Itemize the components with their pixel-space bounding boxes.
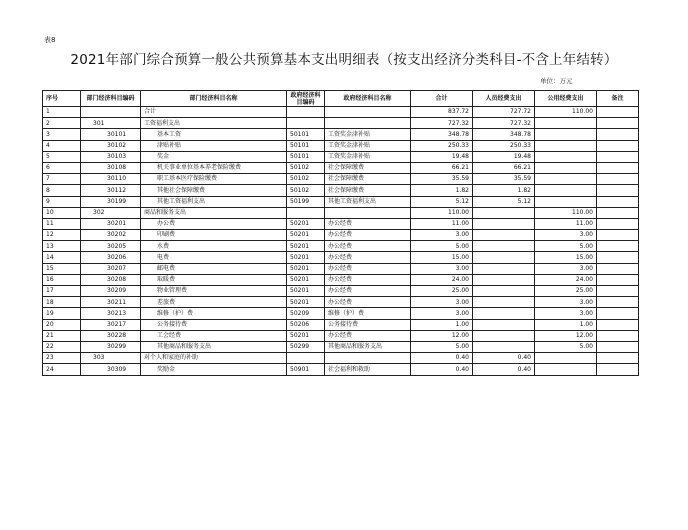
gov-name-cell: 其他商品和服务支出: [325, 341, 411, 352]
table-row: [43, 218, 639, 229]
gov-code-cell: 50901: [287, 364, 325, 375]
table-row: [43, 118, 639, 129]
personnel-cell: [473, 252, 535, 263]
dept-name-cell: 其他社会保障缴费: [141, 185, 287, 196]
personnel-cell: 250.33: [473, 140, 535, 151]
dept-code-cell: 30228: [81, 330, 141, 341]
gov-name-cell: 办公经费: [325, 274, 411, 285]
dept-code-cell: 30205: [81, 241, 141, 252]
dept-code-cell: 30211: [81, 297, 141, 308]
table-row: [43, 341, 639, 352]
gov-name-cell: 公务接待费: [325, 319, 411, 330]
dept-code-cell: 30299: [81, 341, 141, 352]
budget-detail-table: [42, 90, 639, 376]
gov-name-cell: 其他工资福利支出: [325, 196, 411, 207]
dept-name-cell: 邮电费: [141, 263, 287, 274]
dept-name-cell: 商品和服务支出: [141, 207, 287, 218]
remark-cell: [597, 129, 639, 140]
public-cell: [535, 353, 597, 364]
total-cell: 5.12: [411, 196, 473, 207]
public-cell: [535, 118, 597, 129]
public-cell: 3.00: [535, 297, 597, 308]
row-no: 16: [43, 274, 81, 285]
table-row: [43, 286, 639, 297]
remark-cell: [597, 107, 639, 118]
gov-name-cell: 办公经费: [325, 286, 411, 297]
personnel-cell: [473, 241, 535, 252]
total-cell: 19.48: [411, 151, 473, 162]
total-cell: 3.00: [411, 263, 473, 274]
row-no: 20: [43, 319, 81, 330]
remark-cell: [597, 174, 639, 185]
dept-code-cell: 30206: [81, 252, 141, 263]
col-header-dept-name: 部门经济科目名称: [141, 91, 287, 107]
table-row: [43, 151, 639, 162]
public-cell: 15.00: [535, 252, 597, 263]
total-cell: 25.00: [411, 286, 473, 297]
dept-code-cell: [81, 107, 141, 118]
remark-cell: [597, 218, 639, 229]
col-header-total: 合计: [411, 91, 473, 107]
total-cell: 24.00: [411, 274, 473, 285]
personnel-cell: [473, 286, 535, 297]
personnel-cell: [473, 207, 535, 218]
public-cell: [535, 185, 597, 196]
gov-name-cell: 办公经费: [325, 297, 411, 308]
gov-code-cell: [287, 207, 325, 218]
total-cell: 348.78: [411, 129, 473, 140]
gov-name-cell: 工资奖金津补贴: [325, 151, 411, 162]
remark-cell: [597, 286, 639, 297]
public-cell: 5.00: [535, 241, 597, 252]
remark-cell: [597, 364, 639, 375]
dept-name-cell: 其他商品和服务支出: [141, 341, 287, 352]
dept-name-cell: 工资福利支出: [141, 118, 287, 129]
gov-code-cell: 50206: [287, 319, 325, 330]
gov-code-cell: [287, 353, 325, 364]
remark-cell: [597, 353, 639, 364]
table-row: [43, 230, 639, 241]
gov-code-cell: 50201: [287, 286, 325, 297]
table-tag: 表8: [44, 36, 56, 44]
dept-name-cell: 其他工资福利支出: [141, 196, 287, 207]
remark-cell: [597, 151, 639, 162]
dept-code-cell: 30217: [81, 319, 141, 330]
row-no: 21: [43, 330, 81, 341]
dept-name-cell: 办公费: [141, 218, 287, 229]
table-row: [43, 297, 639, 308]
personnel-cell: [473, 230, 535, 241]
total-cell: 1.00: [411, 319, 473, 330]
dept-code-cell: 30208: [81, 274, 141, 285]
personnel-cell: 727.32: [473, 118, 535, 129]
public-cell: 11.00: [535, 218, 597, 229]
remark-cell: [597, 241, 639, 252]
table-row: [43, 263, 639, 274]
row-no: 18: [43, 297, 81, 308]
total-cell: 727.32: [411, 118, 473, 129]
total-cell: 110.00: [411, 207, 473, 218]
total-cell: 250.33: [411, 140, 473, 151]
total-cell: 0.40: [411, 364, 473, 375]
dept-name-cell: 印刷费: [141, 230, 287, 241]
row-no: 12: [43, 230, 81, 241]
gov-code-cell: [287, 107, 325, 118]
gov-code-cell: 50102: [287, 162, 325, 173]
public-cell: 24.00: [535, 274, 597, 285]
row-no: 4: [43, 140, 81, 151]
col-header-public: 公用经费支出: [535, 91, 597, 107]
unit-label: 单位：万元: [540, 77, 573, 85]
public-cell: 3.00: [535, 263, 597, 274]
total-cell: 3.00: [411, 308, 473, 319]
public-cell: 1.00: [535, 319, 597, 330]
public-cell: 12.00: [535, 330, 597, 341]
dept-name-cell: 物业管理费: [141, 286, 287, 297]
row-no: 7: [43, 174, 81, 185]
public-cell: 110.00: [535, 107, 597, 118]
gov-code-cell: 50299: [287, 341, 325, 352]
public-cell: [535, 196, 597, 207]
personnel-cell: 0.40: [473, 364, 535, 375]
remark-cell: [597, 230, 639, 241]
personnel-cell: 727.72: [473, 107, 535, 118]
personnel-cell: 348.78: [473, 129, 535, 140]
remark-cell: [597, 308, 639, 319]
row-no: 11: [43, 218, 81, 229]
remark-cell: [597, 341, 639, 352]
table-row: [43, 252, 639, 263]
total-cell: 5.00: [411, 341, 473, 352]
row-no: 17: [43, 286, 81, 297]
gov-code-cell: 50201: [287, 297, 325, 308]
table-row: [43, 330, 639, 341]
row-no: 3: [43, 129, 81, 140]
gov-code-cell: 50199: [287, 196, 325, 207]
personnel-cell: 5.12: [473, 196, 535, 207]
dept-name-cell: 维修（护）费: [141, 308, 287, 319]
gov-name-cell: [325, 107, 411, 118]
personnel-cell: [473, 274, 535, 285]
gov-name-cell: 办公经费: [325, 218, 411, 229]
row-no: 9: [43, 196, 81, 207]
public-cell: 25.00: [535, 286, 597, 297]
row-no: 14: [43, 252, 81, 263]
table-row: [43, 364, 639, 375]
public-cell: [535, 174, 597, 185]
public-cell: 5.00: [535, 341, 597, 352]
gov-code-cell: 50201: [287, 230, 325, 241]
public-cell: 3.00: [535, 230, 597, 241]
dept-code-cell: 30202: [81, 230, 141, 241]
col-header-no: 序号: [43, 91, 81, 107]
gov-code-cell: 50209: [287, 308, 325, 319]
gov-code-cell: 50201: [287, 252, 325, 263]
public-cell: 3.00: [535, 308, 597, 319]
dept-name-cell: 差旅费: [141, 297, 287, 308]
gov-name-cell: 工资奖金津补贴: [325, 140, 411, 151]
table-row: [43, 162, 639, 173]
gov-code-cell: 50201: [287, 274, 325, 285]
dept-name-cell: 水费: [141, 241, 287, 252]
remark-cell: [597, 274, 639, 285]
gov-name-cell: [325, 207, 411, 218]
row-no: 19: [43, 308, 81, 319]
personnel-cell: [473, 308, 535, 319]
row-no: 15: [43, 263, 81, 274]
dept-code-cell: 30110: [81, 174, 141, 185]
dept-code-cell: 30209: [81, 286, 141, 297]
col-header-dept-code: 部门经济科目编码: [81, 91, 141, 107]
row-no: 6: [43, 162, 81, 173]
gov-code-cell: 50201: [287, 263, 325, 274]
gov-name-cell: 办公经费: [325, 263, 411, 274]
table-row: [43, 185, 639, 196]
dept-name-cell: 奖励金: [141, 364, 287, 375]
personnel-cell: 35.59: [473, 174, 535, 185]
personnel-cell: 0.40: [473, 353, 535, 364]
table-header-row: [43, 91, 639, 107]
dept-name-cell: 奖金: [141, 151, 287, 162]
dept-code-cell: 30199: [81, 196, 141, 207]
gov-name-cell: [325, 353, 411, 364]
gov-code-cell: 50101: [287, 129, 325, 140]
personnel-cell: [473, 297, 535, 308]
row-no: 1: [43, 107, 81, 118]
dept-code-cell: 30103: [81, 151, 141, 162]
row-no: 24: [43, 364, 81, 375]
dept-name-cell: 机关事业单位基本养老保险缴费: [141, 162, 287, 173]
gov-name-cell: 办公经费: [325, 241, 411, 252]
total-cell: 1.82: [411, 185, 473, 196]
personnel-cell: [473, 319, 535, 330]
gov-code-cell: 50201: [287, 218, 325, 229]
page-title: 2021年部门综合预算一般公共预算基本支出明细表（按支出经济分类科目-不含上年结转）: [70, 52, 618, 68]
gov-name-cell: 社会保障缴费: [325, 174, 411, 185]
gov-name-cell: [325, 118, 411, 129]
remark-cell: [597, 207, 639, 218]
remark-cell: [597, 185, 639, 196]
gov-name-cell: 社会保障缴费: [325, 185, 411, 196]
gov-code-cell: [287, 118, 325, 129]
total-cell: 11.00: [411, 218, 473, 229]
table-row: [43, 353, 639, 364]
col-header-gov-name: 政府经济科目名称: [325, 91, 411, 107]
dept-code-cell: 303: [81, 353, 141, 364]
personnel-cell: [473, 263, 535, 274]
dept-code-cell: 301: [81, 118, 141, 129]
gov-name-cell: 办公经费: [325, 330, 411, 341]
dept-name-cell: 电费: [141, 252, 287, 263]
personnel-cell: [473, 341, 535, 352]
public-cell: [535, 162, 597, 173]
dept-code-cell: 30201: [81, 218, 141, 229]
gov-code-cell: 50102: [287, 185, 325, 196]
dept-name-cell: 取暖费: [141, 274, 287, 285]
table-row: [43, 129, 639, 140]
total-cell: 15.00: [411, 252, 473, 263]
row-no: 2: [43, 118, 81, 129]
remark-cell: [597, 118, 639, 129]
total-cell: 35.59: [411, 174, 473, 185]
total-cell: 3.00: [411, 297, 473, 308]
dept-code-cell: 30101: [81, 129, 141, 140]
total-cell: 66.21: [411, 162, 473, 173]
remark-cell: [597, 196, 639, 207]
table-row: [43, 107, 639, 118]
personnel-cell: 19.48: [473, 151, 535, 162]
dept-name-cell: 公务接待费: [141, 319, 287, 330]
remark-cell: [597, 263, 639, 274]
table-row: [43, 319, 639, 330]
dept-code-cell: 30213: [81, 308, 141, 319]
col-header-gov-code: 政府经济科目编码: [287, 91, 325, 107]
total-cell: 3.00: [411, 230, 473, 241]
gov-name-cell: 办公经费: [325, 230, 411, 241]
dept-name-cell: 工会经费: [141, 330, 287, 341]
row-no: 10: [43, 207, 81, 218]
dept-name-cell: 对个人和家庭的补助: [141, 353, 287, 364]
dept-name-cell: 职工基本医疗保险缴费: [141, 174, 287, 185]
table-row: [43, 207, 639, 218]
public-cell: [535, 129, 597, 140]
dept-code-cell: 30102: [81, 140, 141, 151]
dept-code-cell: 302: [81, 207, 141, 218]
remark-cell: [597, 252, 639, 263]
dept-code-cell: 30309: [81, 364, 141, 375]
gov-code-cell: 50201: [287, 330, 325, 341]
row-no: 8: [43, 185, 81, 196]
table-row: [43, 274, 639, 285]
total-cell: 837.72: [411, 107, 473, 118]
dept-name-cell: 合计: [141, 107, 287, 118]
total-cell: 0.40: [411, 353, 473, 364]
total-cell: 5.00: [411, 241, 473, 252]
public-cell: [535, 151, 597, 162]
remark-cell: [597, 140, 639, 151]
total-cell: 12.00: [411, 330, 473, 341]
row-no: 13: [43, 241, 81, 252]
gov-code-cell: 50101: [287, 140, 325, 151]
remark-cell: [597, 162, 639, 173]
dept-code-cell: 30108: [81, 162, 141, 173]
personnel-cell: [473, 330, 535, 341]
table-row: [43, 241, 639, 252]
dept-name-cell: 津贴补贴: [141, 140, 287, 151]
gov-name-cell: 维修（护）费: [325, 308, 411, 319]
row-no: 5: [43, 151, 81, 162]
personnel-cell: 1.82: [473, 185, 535, 196]
remark-cell: [597, 297, 639, 308]
dept-code-cell: 30112: [81, 185, 141, 196]
gov-name-cell: 办公经费: [325, 252, 411, 263]
gov-code-cell: 50101: [287, 151, 325, 162]
table-row: [43, 196, 639, 207]
gov-code-cell: 50102: [287, 174, 325, 185]
remark-cell: [597, 319, 639, 330]
col-header-personnel: 人员经费支出: [473, 91, 535, 107]
table-row: [43, 174, 639, 185]
gov-code-cell: 50201: [287, 241, 325, 252]
row-no: 22: [43, 341, 81, 352]
row-no: 23: [43, 353, 81, 364]
public-cell: [535, 364, 597, 375]
remark-cell: [597, 330, 639, 341]
public-cell: [535, 140, 597, 151]
table-row: [43, 140, 639, 151]
public-cell: 110.00: [535, 207, 597, 218]
gov-name-cell: 工资奖金津补贴: [325, 129, 411, 140]
gov-name-cell: 社会福利和救助: [325, 364, 411, 375]
col-header-remark: 备注: [597, 91, 639, 107]
gov-name-cell: 社会保障缴费: [325, 162, 411, 173]
personnel-cell: [473, 218, 535, 229]
table-row: [43, 308, 639, 319]
dept-name-cell: 基本工资: [141, 129, 287, 140]
dept-code-cell: 30207: [81, 263, 141, 274]
personnel-cell: 66.21: [473, 162, 535, 173]
